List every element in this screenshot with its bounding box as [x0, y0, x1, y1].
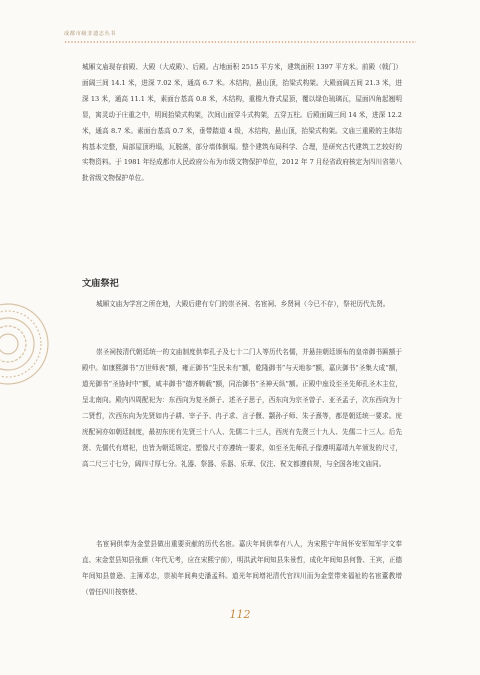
body-paragraph-2: 崇圣祠按清代朝廷统一的文庙制度供奉孔子及七十二门人等历代名儒，并悬挂朝廷颁布的皇帝御书匾额于殿中。如康熙御书“万世师表”额，雍正御书“生民未有”额，乾隆御书“与天地参”额，嘉庆御书“圣集大成”额，道光御书“圣协时中”额，咸丰御书“德齐帱载”额，同治御书“圣神天纵”额。正殿中座设至圣先师孔圣木主位，呈北南向。殿内四周配祀为：东西向为复圣颜子、述圣子思子，西东向为宗圣曾子、亚圣孟子，次东西向为十二贤哲，次西东向为先贤如冉子耕、宰子予、冉子求、言子偃、颛孙子师、朱子熹等，都是朝廷统一要求。庑庑配祠亦如朝廷制度，最初东庑有先贤三十八人、先儒二十三人，西庑有先贤三十九人、先儒二十三人。后先贤、先儒代有增祀，也皆为朝廷规定。塑像尺寸亦遵统一要求，如至圣先师孔子像遵明嘉靖九年颁发的尺寸，高二尺三寸七分，阔四寸厚七分。礼器、祭器、乐器、乐章、仪注、祝文都遵前规，与全国各地文庙同。 — [82, 348, 402, 468]
section-heading: 文庙祭祀 — [82, 278, 119, 289]
body-paragraph-3: 名宦祠供奉为金堂县做出重要贡献的历代名宦。嘉庆年间供奉有八人，为宋熙宁年间怀安军知军宇文奉直、宋金堂县知县张颜（年代无考，应在宋熙宁前），明洪武年间知县朱景哲，成化年间知县何鲁、王宾，正德年间知县曾逊、主簿邓忠，崇祯年间典史潘孟科。道光年间增祀清代官四川而为金堂带来福祉的名宦董教增（曾任四川按察使、 — [82, 540, 402, 596]
intro-paragraph: 城厢文庙现存前殿、大殿（大成殿）、后殿。占地面积 2515 平方米，建筑面积 1397 平方米。前殿（戟门）面阔三间 14.1 米，进深 7.02 米，通高 6.7 米。木结构，悬山顶，抬梁式构架。大殿面阔五间 21.3 米，进深 13 米，通高 11.1 米，素面台基高 0.8 米，木结构，重檐九脊式屋顶，覆以绿色琉璃瓦，屋面四角起翘明显，寓灵动于庄重之中，明间抬梁式构架，次间山面穿斗式构架，五穿五柱。后殿面阔三间 14 米，进深 12.2 米，通高 8.7 米。素面台基高 0.7 米，垂带踏道 4 级，木结构，悬山顶，抬梁式构架。文庙三重殿的主体结构基本完整，局部屋顶坍塌，瓦脱落，部分墙体倒塌。整个建筑布局科学、合理，是研究古代建筑工艺较好的实物资料。于 1981 年经成都市人民政府公布为市级文物保护单位，2012 年 7 月经省政府核定为四川省第八批省级文物保护单位。 — [82, 63, 402, 183]
body-paragraph-1: 城厢文庙为学宫之所在地，大殿后建有专门的崇圣祠、名宦祠、乡贤祠（今已不存），祭祀历代先贤。 — [96, 300, 390, 308]
decorative-seal-ornament — [0, 300, 52, 388]
page-number: 112 — [229, 608, 251, 621]
header-dotted-rule — [64, 40, 416, 44]
running-header: 成都市级非遗志丛书 — [64, 31, 117, 37]
